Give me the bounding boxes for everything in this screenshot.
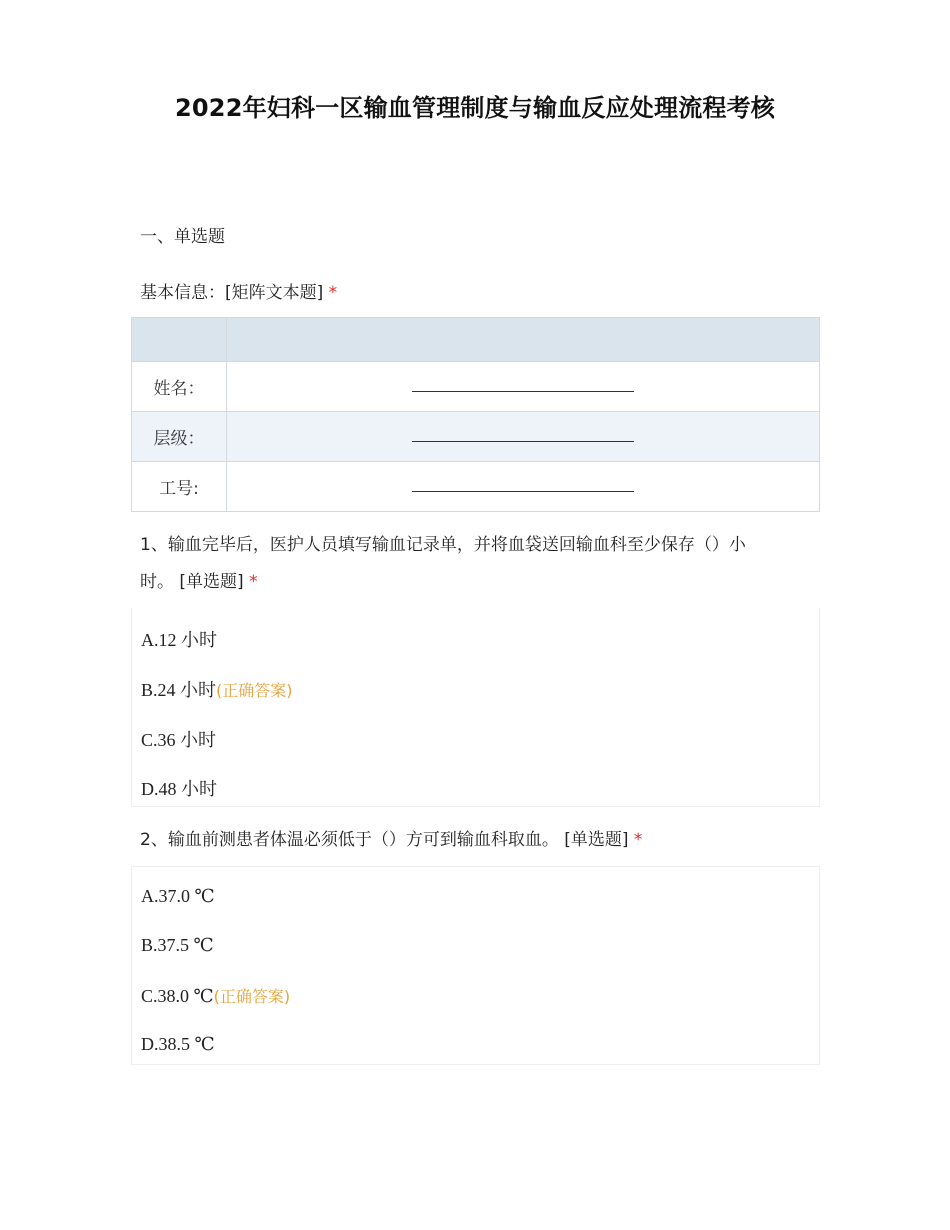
option-c[interactable]: [141, 726, 216, 752]
basic-info-question: [140, 278, 337, 308]
option-text: B.24 小时: [141, 680, 217, 700]
matrix-header-cell: [132, 318, 227, 362]
correct-answer-note: (正确答案): [213, 987, 291, 1006]
matrix-row-label: 工号:: [132, 462, 227, 512]
employee-id-field[interactable]: [227, 462, 820, 512]
required-mark: *: [328, 283, 338, 303]
name-field[interactable]: [227, 362, 820, 412]
question-2-line1: [140, 825, 642, 855]
option-d[interactable]: [141, 1034, 215, 1055]
required-mark: *: [633, 830, 643, 850]
level-field[interactable]: [227, 412, 820, 462]
section-heading: 一、单选题: [140, 227, 225, 247]
question-1-line2: [140, 567, 258, 597]
matrix-header-cell: [227, 318, 820, 362]
option-a[interactable]: [141, 626, 217, 652]
page-title: 2022年妇科一区输血管理制度与输血反应处理流程考核: [175, 94, 775, 122]
level-blank-line: [412, 427, 634, 442]
option-b[interactable]: [141, 676, 293, 702]
required-mark: *: [249, 572, 258, 592]
employee-id-blank-line: [412, 477, 634, 492]
option-text: D.38.5 ℃: [141, 1034, 215, 1054]
option-d[interactable]: [141, 775, 217, 801]
matrix-row-employee-id: [132, 462, 820, 512]
option-text: C.36 小时: [141, 730, 217, 750]
option-text: A.12 小时: [141, 630, 217, 650]
question-2-options: [131, 866, 820, 1065]
option-text: B.37.5 ℃: [141, 935, 214, 955]
option-a[interactable]: [141, 886, 215, 907]
matrix-header-row: [132, 318, 820, 362]
question-2-text: 2、输血前测患者体温必须低于（）方可到输血科取血。 [单选题]: [140, 830, 629, 850]
option-text: A.37.0 ℃: [141, 886, 215, 906]
question-1-options: [131, 608, 820, 807]
question-1-type: 时。 [单选题]: [140, 572, 244, 592]
matrix-row-label: 姓名：: [132, 362, 227, 412]
matrix-row-level: [132, 412, 820, 462]
matrix-row-name: [132, 362, 820, 412]
basic-info-question-text: 基本信息：[矩阵文本题]: [140, 283, 324, 303]
option-text: D.48 小时: [141, 779, 217, 799]
question-1-line1: 1、输血完毕后，医护人员填写输血记录单，并将血袋送回输血科至少保存（）小: [140, 535, 746, 555]
basic-info-matrix: [131, 317, 820, 512]
option-b[interactable]: [141, 935, 214, 956]
option-c[interactable]: [141, 984, 290, 1007]
correct-answer-note: (正确答案): [216, 681, 293, 700]
name-blank-line: [412, 377, 634, 392]
matrix-row-label: 层级：: [132, 412, 227, 462]
option-text: C.38.0 ℃: [141, 986, 214, 1006]
